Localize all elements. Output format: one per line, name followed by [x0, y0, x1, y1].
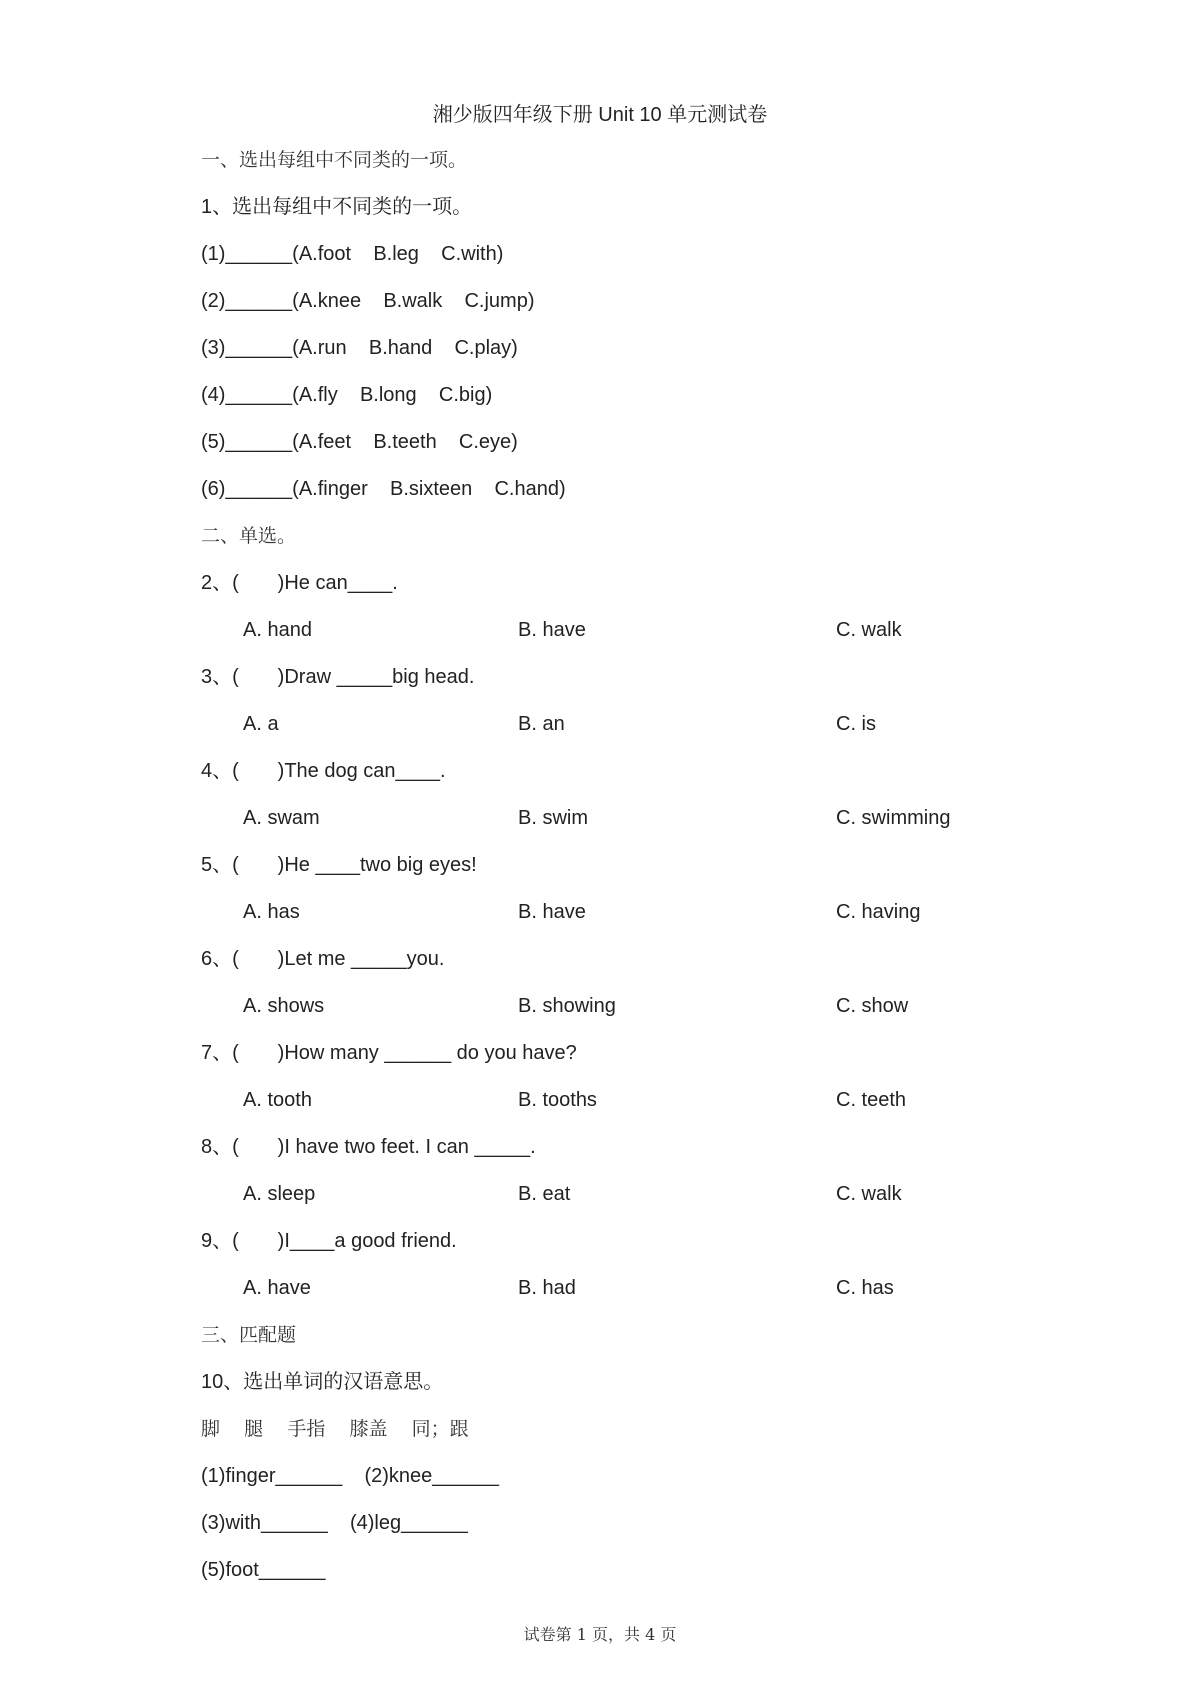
option: B. an — [518, 713, 565, 735]
option: C. having — [836, 901, 921, 923]
multiple-choice-list — [201, 560, 1101, 1312]
option: B. eat — [518, 1183, 571, 1205]
option: C. walk — [836, 1183, 902, 1205]
option-row — [201, 983, 1101, 1030]
question-stem: 9、( )I____a good friend. — [201, 1230, 457, 1252]
exam-content — [201, 137, 1101, 1594]
option: C. is — [836, 713, 876, 735]
option: C. walk — [836, 619, 902, 641]
choice-item: (5)______(A.feet B.teeth C.eye) — [201, 431, 518, 453]
match-item: (1)finger______ (2)knee______ — [201, 1465, 499, 1487]
question-stem: 6、( )Let me _____you. — [201, 948, 445, 970]
option: A. has — [243, 901, 300, 923]
option: A. hand — [243, 619, 312, 641]
section-heading: 二、单选。 — [201, 525, 297, 547]
question-stem: 2、( )He can____. — [201, 572, 398, 594]
choice-item: (6)______(A.finger B.sixteen C.hand) — [201, 478, 566, 500]
option-row — [201, 889, 1101, 936]
choice-item: (2)______(A.knee B.walk C.jump) — [201, 290, 535, 312]
option: C. swimming — [836, 807, 951, 829]
question-text: 1、选出每组中不同类的一项。 — [201, 196, 473, 218]
question-stem: 8、( )I have two feet. I can _____. — [201, 1136, 536, 1158]
option: B. had — [518, 1277, 576, 1299]
option-row — [201, 1265, 1101, 1312]
option-row — [201, 607, 1101, 654]
match-item: (5)foot______ — [201, 1559, 326, 1581]
question-stem: 10、选出单词的汉语意思。 — [201, 1371, 444, 1393]
option: B. showing — [518, 995, 616, 1017]
option: C. has — [836, 1277, 894, 1299]
choice-item: (4)______(A.fly B.long C.big) — [201, 384, 493, 406]
choice-item: (1)______(A.foot B.leg C.with) — [201, 243, 504, 265]
question-stem: 3、( )Draw _____big head. — [201, 666, 475, 688]
page-title: 湘少版四年级下册 Unit 10 单元测试卷 — [432, 104, 768, 126]
question-stem: 7、( )How many ______ do you have? — [201, 1042, 577, 1064]
option: A. swam — [243, 807, 320, 829]
section-heading: 三、匹配题 — [201, 1324, 297, 1346]
question-stem: 5、( )He ____two big eyes! — [201, 854, 477, 876]
option: A. sleep — [243, 1183, 316, 1205]
option: A. tooth — [243, 1089, 312, 1111]
option: A. have — [243, 1277, 311, 1299]
section-heading: 一、选出每组中不同类的一项。 — [201, 149, 468, 171]
choice-item: (3)______(A.run B.hand C.play) — [201, 337, 518, 359]
option: B. tooths — [518, 1089, 597, 1111]
option: B. have — [518, 901, 586, 923]
option-row — [201, 1171, 1101, 1218]
option-row — [201, 1077, 1101, 1124]
page-footer: 试卷第 1 页，共 4 页 — [523, 1625, 677, 1644]
option-row — [201, 795, 1101, 842]
match-item: (3)with______ (4)leg______ — [201, 1512, 468, 1534]
question-stem — [201, 184, 1101, 231]
word-bank: 脚 腿 手指 膝盖 同；跟 — [201, 1418, 469, 1440]
option: C. show — [836, 995, 909, 1017]
option: A. shows — [243, 995, 325, 1017]
option: B. swim — [518, 807, 588, 829]
option: C. teeth — [836, 1089, 907, 1111]
question-stem: 4、( )The dog can____. — [201, 760, 446, 782]
option: B. have — [518, 619, 586, 641]
option: A. a — [243, 713, 279, 735]
option-row — [201, 701, 1101, 748]
